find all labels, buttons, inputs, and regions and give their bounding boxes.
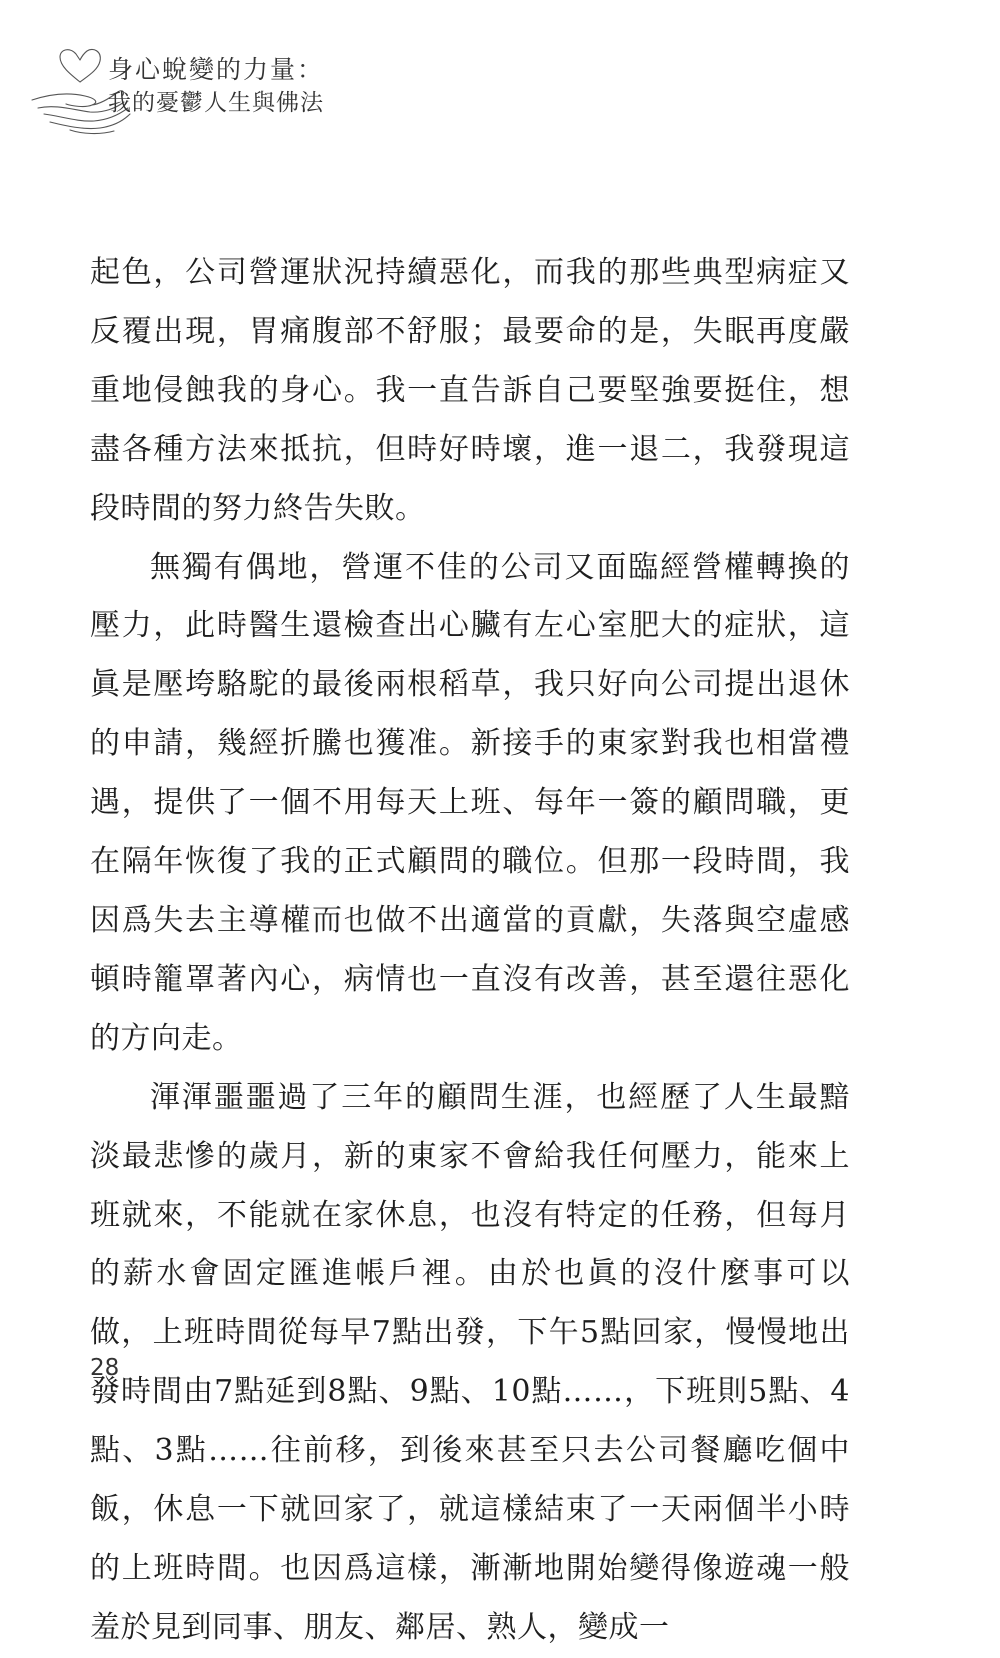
paragraph-1: 起色，公司營運狀況持續惡化，而我的那些典型病症又反覆出現，胃痛腹部不舒服；最要命的是，失眠再度嚴重地侵蝕我的身心。我一直告訴自己要堅強要挺住，想盡各種方法來抵抗，但時好時壞，進一退二，我發現這段時間的努力終告失敗。 [90, 255, 850, 526]
book-title: 身心蛻變的力量： [108, 55, 325, 84]
paragraph-2: 無獨有偶地，營運不佳的公司又面臨經營權轉換的壓力，此時醫生還檢查出心臟有左心室肥大的症狀，這眞是壓垮駱駝的最後兩根稻草，我只好向公司提出退休的申請，幾經折騰也獲准。新接手的東家對我也相當禮遇，提供了一個不用每天上班、每年一簽的顧問職，更在隔年恢復了我的正式顧問的職位。但那一段時間，我因爲失去主導權而也做不出適當的貢獻，失落與空虛感頓時籠罩著內心，病情也一直沒有改善，甚至還往惡化的方向走。 [90, 549, 850, 1056]
running-header [30, 42, 330, 142]
page-number: 28 [90, 1355, 120, 1381]
book-subtitle: 我的憂鬱人生與佛法 [108, 90, 324, 116]
body-text [90, 244, 850, 1658]
paragraph-3: 渾渾噩噩過了三年的顧問生涯，也經歷了人生最黯淡最悲慘的歲月，新的東家不會給我任何壓力，能來上班就來，不能就在家休息，也沒有特定的任務，但每月的薪水會固定匯進帳戶裡。由於也眞的沒什麼事可以做，上班時間從每早7點出發，下午5點回家，慢慢地出發時間由7點延到8點、9點、10點……，下班則5點、4點、3點……往前移，到後來甚至只去公司餐廳吃個中飯，休息一下就回家了，就這樣結束了一天兩個半小時的上班時間。也因爲這樣，漸漸地開始變得像遊魂一般羞於見到同事、朋友、鄰居、熟人，變成一 [90, 1079, 850, 1645]
